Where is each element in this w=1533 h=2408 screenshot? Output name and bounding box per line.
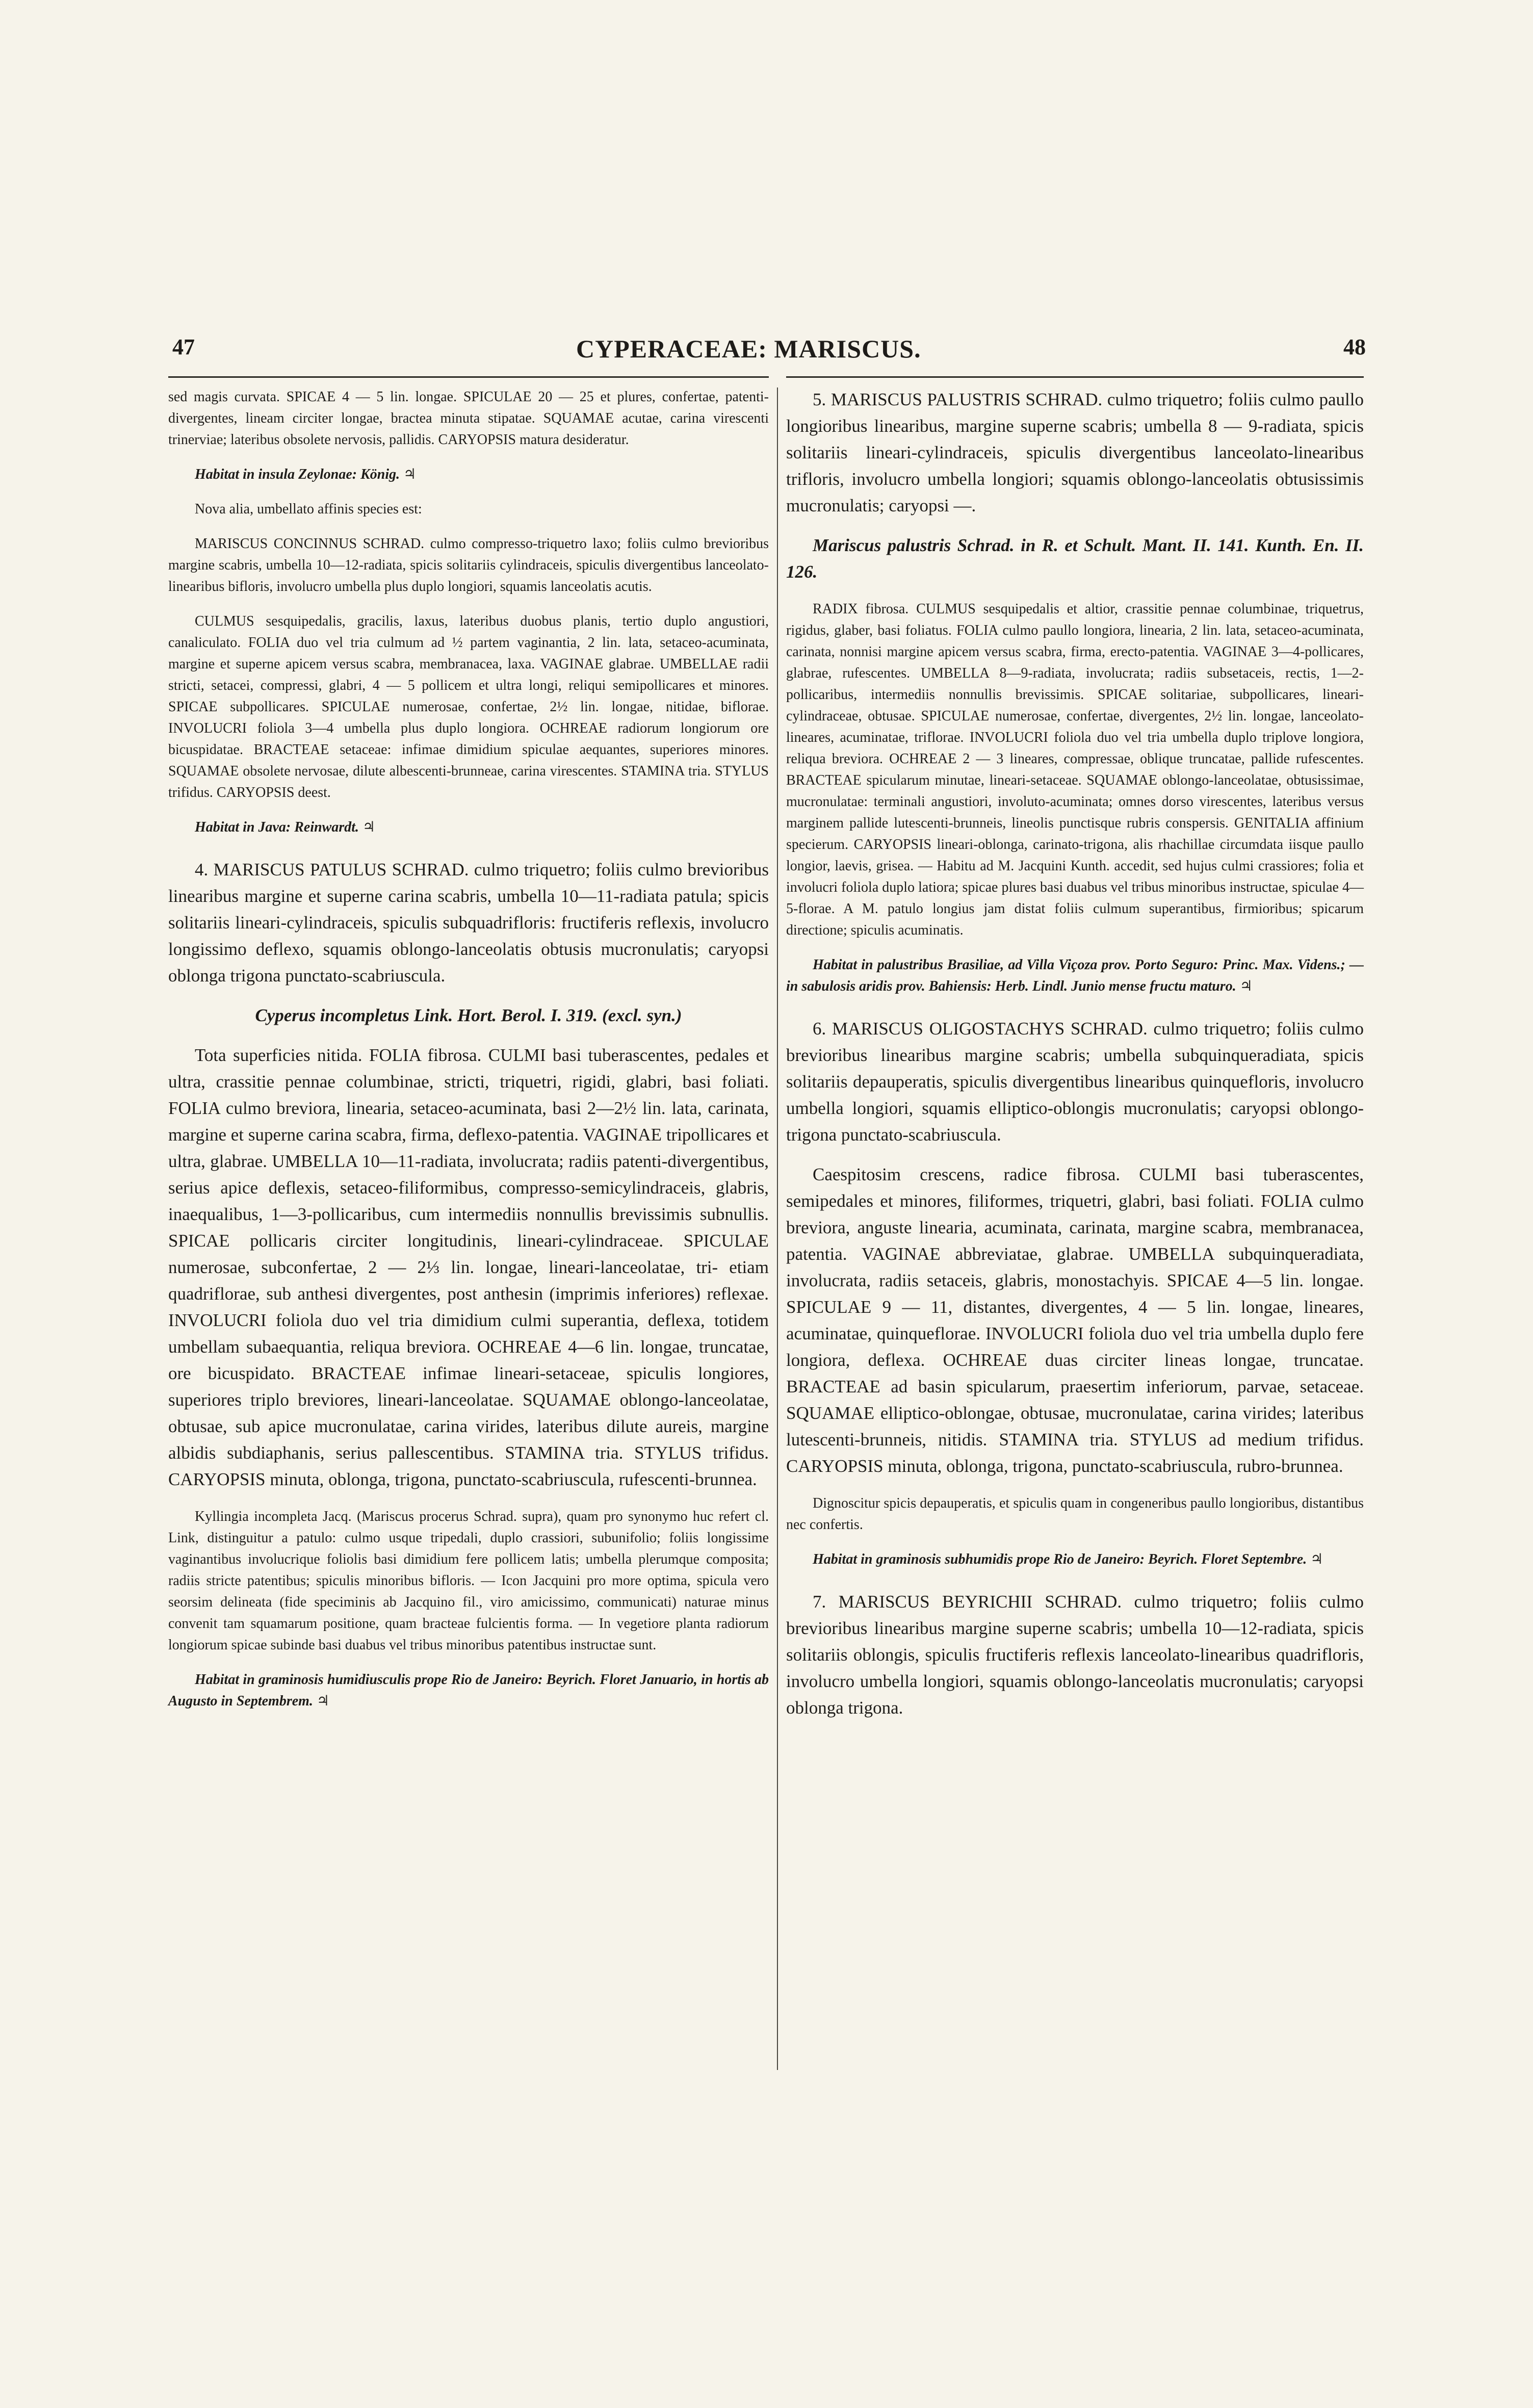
header-rule-left [168,376,769,378]
paragraph: Nova alia, umbellato affinis species est: [195,501,422,517]
paragraph: sed magis curvata. SPICAE 4 — 5 lin. longae. SPICULAE 20 — 25 et plures, confertae, patenti-divergentes, lineam circiter longae, bractea minuta stipatae. SQUAMAE acutae, carina virescenti trinerviae; lateribus obsolete nervosis, pallidis. CARYOPSIS matura desideratur. [168,389,769,448]
habitat-line: Habitat in Java: Reinwardt. ♃ [195,819,376,835]
species-diagnosis: 6. MARISCUS OLIGOSTACHYS SCHRAD. culmo triquetro; foliis culmo brevioribus linearibus margine scabris; umbella subquinqueradiata, spicis solitariis depauperatis, spiculis divergentibus linearibus quinquefloris, involucro umbella longiori, squamis elliptico-oblongis mucronulatis; caryopsi oblongo-trigona punctato-scabriuscula. [786,1019,1364,1145]
habitat-line: Habitat in graminosis subhumidis prope Rio de Janeiro: Beyrich. Floret Septembre. ♃ [813,1551,1323,1567]
species-diagnosis: 7. MARISCUS BEYRICHII SCHRAD. culmo triquetro; foliis culmo brevioribus linearibus margine superne scabris; umbella 10—12-radiata, spicis solitariis oblongis, spiculis fructiferis reflexis lanceolato-linearibus quadrifloris, involucro umbella longiori, squamis oblongo-lanceolatis mucronulatis; caryopsi oblonga trigona. [786,1592,1364,1718]
page-number-left: 47 [172,334,195,359]
species-diagnosis: 4. MARISCUS PATULUS SCHRAD. culmo triquetro; foliis culmo brevioribus linearibus margine et superne carina scabris, umbella 10—11-radiata patula; spicis solitariis lineari-cylindraceis, spiculis subquadrifloris: fructiferis reflexis, involucro longissimo deflexo, squamis oblongo-lanceolatis obtusis mucronulatis; caryopsi oblonga trigona punctato-scabriuscula. [168,860,769,986]
column-divider [777,387,778,2070]
page-header [0,334,1533,375]
habitat-line: Habitat in palustribus Brasiliae, ad Villa Viçoza prov. Porto Seguro: Princ. Max. Videns.; — in sabulosis aridis prov. Bahiensis: Herb. Lindl. Junio mense fructu maturo. ♃ [786,957,1364,994]
species-description: CULMUS sesquipedalis, gracilis, laxus, lateribus duobus planis, tertio duplo angustiori, canaliculato. FOLIA duo vel tria culmum ad ½ partem vaginantia, 2 lin. lata, setaceo-acuminata, margine et superne apicem versus scabra, membranacea, laxa. VAGINAE glabrae. UMBELLAE radii stricti, setacei, compressi, glabri, 4 — 5 pollicem et ultra longi, reliqui semipollicares et minores. SPICAE subpollicares. SPICULAE numerosae, confertae, 2½ lin. longae, nitidae, biflorae. INVOLUCRI foliola 3—4 umbella plus duplo longiora. OCHREAE radiorum longiorum ore bicuspidatae. BRACTEAE setaceae: infimae dimidium spiculae aequantes, superiores minores. SQUAMAE obsolete nervosae, dilute albescenti-brunneae, carina virescentes. STAMINA tria. STYLUS trifidus. CARYOPSIS deest. [168,613,769,800]
header-rule-right [786,376,1364,378]
running-title: CYPERACEAE: MARISCUS. [576,334,921,363]
synonym-citation: Mariscus palustris Schrad. in R. et Schult. Mant. II. 141. Kunth. En. II. 126. [786,535,1364,582]
species-description: Tota superficies nitida. FOLIA fibrosa. CULMI basi tuberascentes, pedales et ultra, crassitie pennae columbinae, stricti, triquetri, rigidi, glabri, basi foliati. FOLIA culmo breviora, linearia, setaceo-acuminata, basi 2—2½ lin. lata, carinata, margine et superne carina scabra, firma, deflexo-patentia. VAGINAE tripollicares et ultra, glabrae. UMBELLA 10—11-radiata, involucrata; radiis patenti-divergentibus, serius apice deflexis, setaceo-filiformibus, compresso-semicylindraceis, glabris, inaequalibus, 1—3-pollicaribus, cum intermediis nonnullis brevissimis subnullis. SPICAE pollicaris circiter longitudinis, lineari-cylindraceae. SPICULAE numerosae, subconfertae, 2 — 2⅓ lin. longae, lineari-lanceolatae, tri- etiam quadriflorae, sub anthesi divergentes, post anthesin (imprimis inferiores) reflexae. INVOLUCRI foliola duo vel tria dimidium culmi superantia, deflexa, totidem umbellam subaequantia, reliqua breviora. OCHREAE 4—6 lin. longae, truncatae, ore bicuspidato. BRACTEAE infimae lineari-setaceae, spiculis longiores, superiores triplo breviores, lineari-lanceolatae. SQUAMAE oblongo-lanceolatae, obtusae, sub apice mucronulatae, carina virides, lateribus dilute aureis, margine albidis subdiaphanis, serius pallescentibus. STAMINA tria. STYLUS trifidus. CARYOPSIS minuta, oblonga, trigona, punctato-scabriuscula, rufescenti-brunnea. [168,1045,769,1489]
species-diagnosis: 5. MARISCUS PALUSTRIS SCHRAD. culmo triquetro; foliis culmo paullo longioribus linearibus, margine superne scabris; umbella 8 — 9-radiata, spicis solitariis lineari-cylindraceis, spiculis divergentibus lanceolato-linearibus trifloris, involucro umbella longiori; squamis oblongo-lanceolatis obtusissimis mucronulatis; caryopsi —. [786,390,1364,515]
page-number-right: 48 [1343,334,1366,359]
habitat-line: Habitat in insula Zeylonae: König. ♃ [195,467,417,482]
right-column [786,386,1364,1734]
synonym-citation: Cyperus incompletus Link. Hort. Berol. I. 319. (excl. syn.) [255,1005,682,1025]
species-description: RADIX fibrosa. CULMUS sesquipedalis et altior, crassitie pennae columbinae, triquetrus, rigidus, glaber, basi foliatus. FOLIA culmo paullo longiora, linearia, 2 lin. lata, setaceo-acuminata, carinata, nonnisi margine apicem versus scabra, firma, erecto-patentia. VAGINAE 3—4-pollicares, glabrae, rufescentes. UMBELLA 8—9-radiata, involucrata; radiis subsetaceis, rectis, 1—2-pollicaribus, intermediis nonnullis brevissimis. SPICAE solitariae, subpollicares, lineari-cylindraceae, obtusae. SPICULAE numerosae, confertae, divergentes, 2½ lin. longae, lanceolato-lineares, acuminatae, triflorae. INVOLUCRI foliola duo vel tria umbella duplo triplove longiora, reliqua breviora. OCHREAE 2 — 3 lineares, compressae, oblique truncatae, pallide rufescentes. BRACTEAE spicularum minutae, lineari-setaceae. SQUAMAE oblongo-lanceolatae, obtusissimae, mucronulatae: terminali angustiori, involuto-acuminata; omnes dorso virescentes, lateribus versus marginem pallide lutescenti-brunneis, lineolis punctisque rubris conspersis. GENITALIA affinium specierum. CARYOPSIS lineari-oblonga, carinato-trigona, alis rhachillae circumdata iisque paullo longior, laevis, grisea. — Habitu ad M. Jacquini Kunth. accedit, sed hujus culmi crassiores; folia et involucri foliola duplo latiora; spicae plures basi duabus vel tribus minoribus instructae, spiculae 4—5-florae. A M. patulo longius jam distat foliis culmum superantibus, firmioribus; spicarum directione; spiculis acuminatis. [786,601,1364,938]
note-paragraph: Dignoscitur spicis depauperatis, et spiculis quam in congeneribus paullo longioribus, distantibus nec confertis. [786,1495,1364,1533]
species-description: Caespitosim crescens, radice fibrosa. CULMI basi tuberascentes, semipedales et minores, filiformes, triquetri, glabri, basi foliati. FOLIA culmo breviora, anguste linearia, acuminata, carinata, margine scabra, membranacea, patentia. VAGINAE abbreviatae, glabrae. UMBELLA subquinqueradiata, involucrata, radiis setaceis, glabris, monostachyis. SPICAE 4—5 lin. longae. SPICULAE 9 — 11, distantes, divergentes, 4 — 5 lin. longae, lineares, acuminatae, quinqueflorae. INVOLUCRI foliola duo vel tria umbella duplo fere longiora, deflexa. OCHREAE duas circiter lineas longae, truncatae. BRACTEAE ad basin spicularum, praesertim inferiorum, parvae, setaceae. SQUAMAE elliptico-oblongae, obtusae, mucronulatae, carina virides; lateribus lutescenti-brunneis, nitidis. STAMINA tria. STYLUS ad medium trifidus. CARYOPSIS minuta, oblonga, trigona, punctato-scabriuscula, rubro-brunnea. [786,1164,1364,1476]
note-paragraph: Kyllingia incompleta Jacq. (Mariscus procerus Schrad. supra), quam pro synonymo huc refert cl. Link, distinguitur a patulo: culmo usque tripedali, duplo crassiori, subunifolio; foliis longissime vaginantibus involucrique foliolis basi dimidium fere pollicem latis; umbella plerumque composita; radiis stricte patentibus; spiculis minoribus bifloris. — Icon Jacquini pro more optima, spicula vero seorsim delineata (fide speciminis ab Jacquino fil., viro amicissimo, communicati) naturae minus convenit tam squamarum positione, quam bracteae fulcientis forma. — In vegetiore planta radiorum longiorum spicae subinde basi duabus vel tribus minoribus patentibus instructae sunt. [168,1509,769,1653]
habitat-line: Habitat in graminosis humidiusculis prope Rio de Janeiro: Beyrich. Floret Januario, in hortis ab Augusto in Septembrem. ♃ [168,1672,769,1709]
species-diagnosis: MARISCUS CONCINNUS SCHRAD. culmo compresso-triquetro laxo; foliis culmo brevioribus margine scabris, umbella 10—12-radiata, spicis solitariis cylindraceis, spiculis divergentibus lanceolato-linearibus bifloris, involucro umbella plus duplo longiori, squamis lanceolatis acutis. [168,536,769,594]
left-column [168,386,769,1725]
